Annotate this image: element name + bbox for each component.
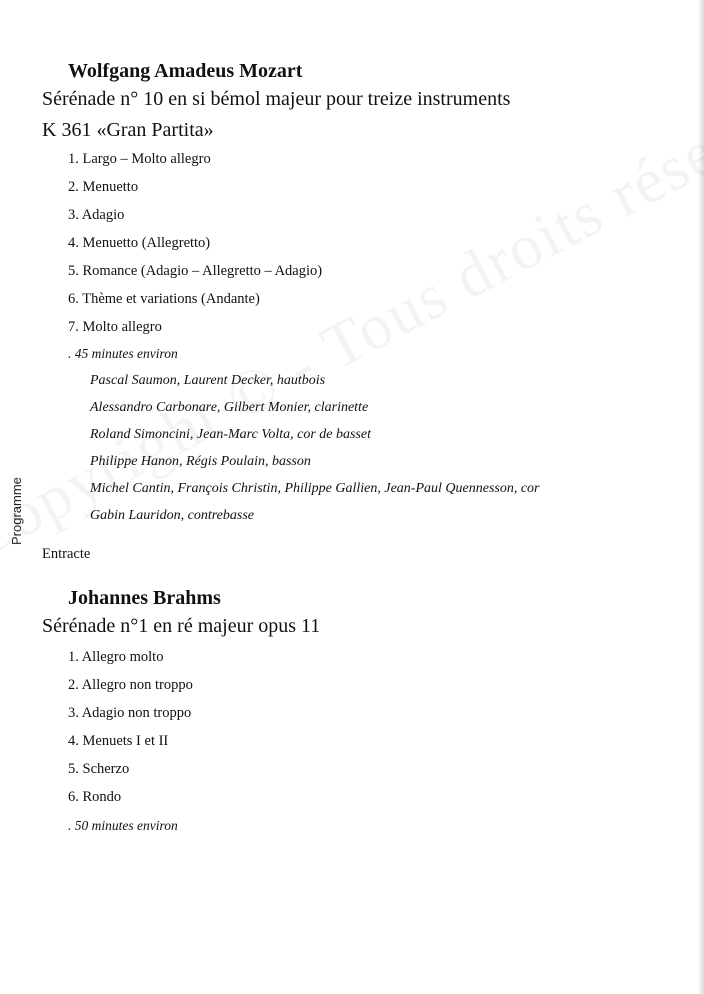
movement-item: 3. Adagio non troppo bbox=[68, 705, 192, 721]
performer-line: Alessandro Carbonare, Gilbert Monier, clarinette bbox=[90, 400, 369, 415]
movement-item: 1. Largo – Molto allegro bbox=[68, 151, 211, 167]
work-title-line1: Sérénade n° 10 en si bémol majeur pour treize instruments bbox=[42, 88, 511, 110]
performer-line: Roland Simoncini, Jean-Marc Volta, cor de basset bbox=[90, 427, 371, 442]
movement-item: 1. Allegro molto bbox=[68, 649, 164, 665]
movement-item: 2. Menuetto bbox=[68, 179, 139, 195]
performer-line: Michel Cantin, François Christin, Philippe Gallien, Jean-Paul Quennesson, cor bbox=[90, 481, 540, 496]
movement-item: 7. Molto allegro bbox=[68, 319, 162, 335]
composer-name-mozart: Wolfgang Amadeus Mozart bbox=[68, 60, 303, 82]
movement-item: 5. Scherzo bbox=[68, 761, 130, 777]
composer-name-brahms: Johannes Brahms bbox=[68, 587, 221, 609]
movement-item: 3. Adagio bbox=[68, 207, 125, 223]
performer-list bbox=[90, 372, 540, 534]
movement-item: 5. Romance (Adagio – Allegretto – Adagio) bbox=[68, 263, 323, 279]
performer-line: Philippe Hanon, Régis Poulain, basson bbox=[90, 454, 311, 469]
work-title-brahms: Sérénade n°1 en ré majeur opus 11 bbox=[42, 615, 321, 637]
movement-list-mozart bbox=[68, 149, 322, 345]
performer-line: Gabin Lauridon, contrebasse bbox=[90, 508, 254, 523]
movement-item: 6. Rondo bbox=[68, 789, 122, 805]
duration-brahms: . 50 minutes environ bbox=[68, 818, 178, 833]
section-label-programme: Programme bbox=[9, 477, 24, 545]
performer-line: Pascal Saumon, Laurent Decker, hautbois bbox=[90, 373, 326, 388]
movement-item: 4. Menuetto (Allegretto) bbox=[68, 235, 211, 251]
page-edge-shadow bbox=[698, 0, 704, 994]
work-title-line2: K 361 «Gran Partita» bbox=[42, 119, 214, 141]
movement-item: 6. Thème et variations (Andante) bbox=[68, 291, 260, 307]
intermission-label: Entracte bbox=[42, 546, 91, 562]
movement-item: 2. Allegro non troppo bbox=[68, 677, 193, 693]
movement-item: 4. Menuets I et II bbox=[68, 733, 169, 749]
duration-mozart: . 45 minutes environ bbox=[68, 346, 178, 361]
movement-list-brahms bbox=[68, 647, 193, 815]
